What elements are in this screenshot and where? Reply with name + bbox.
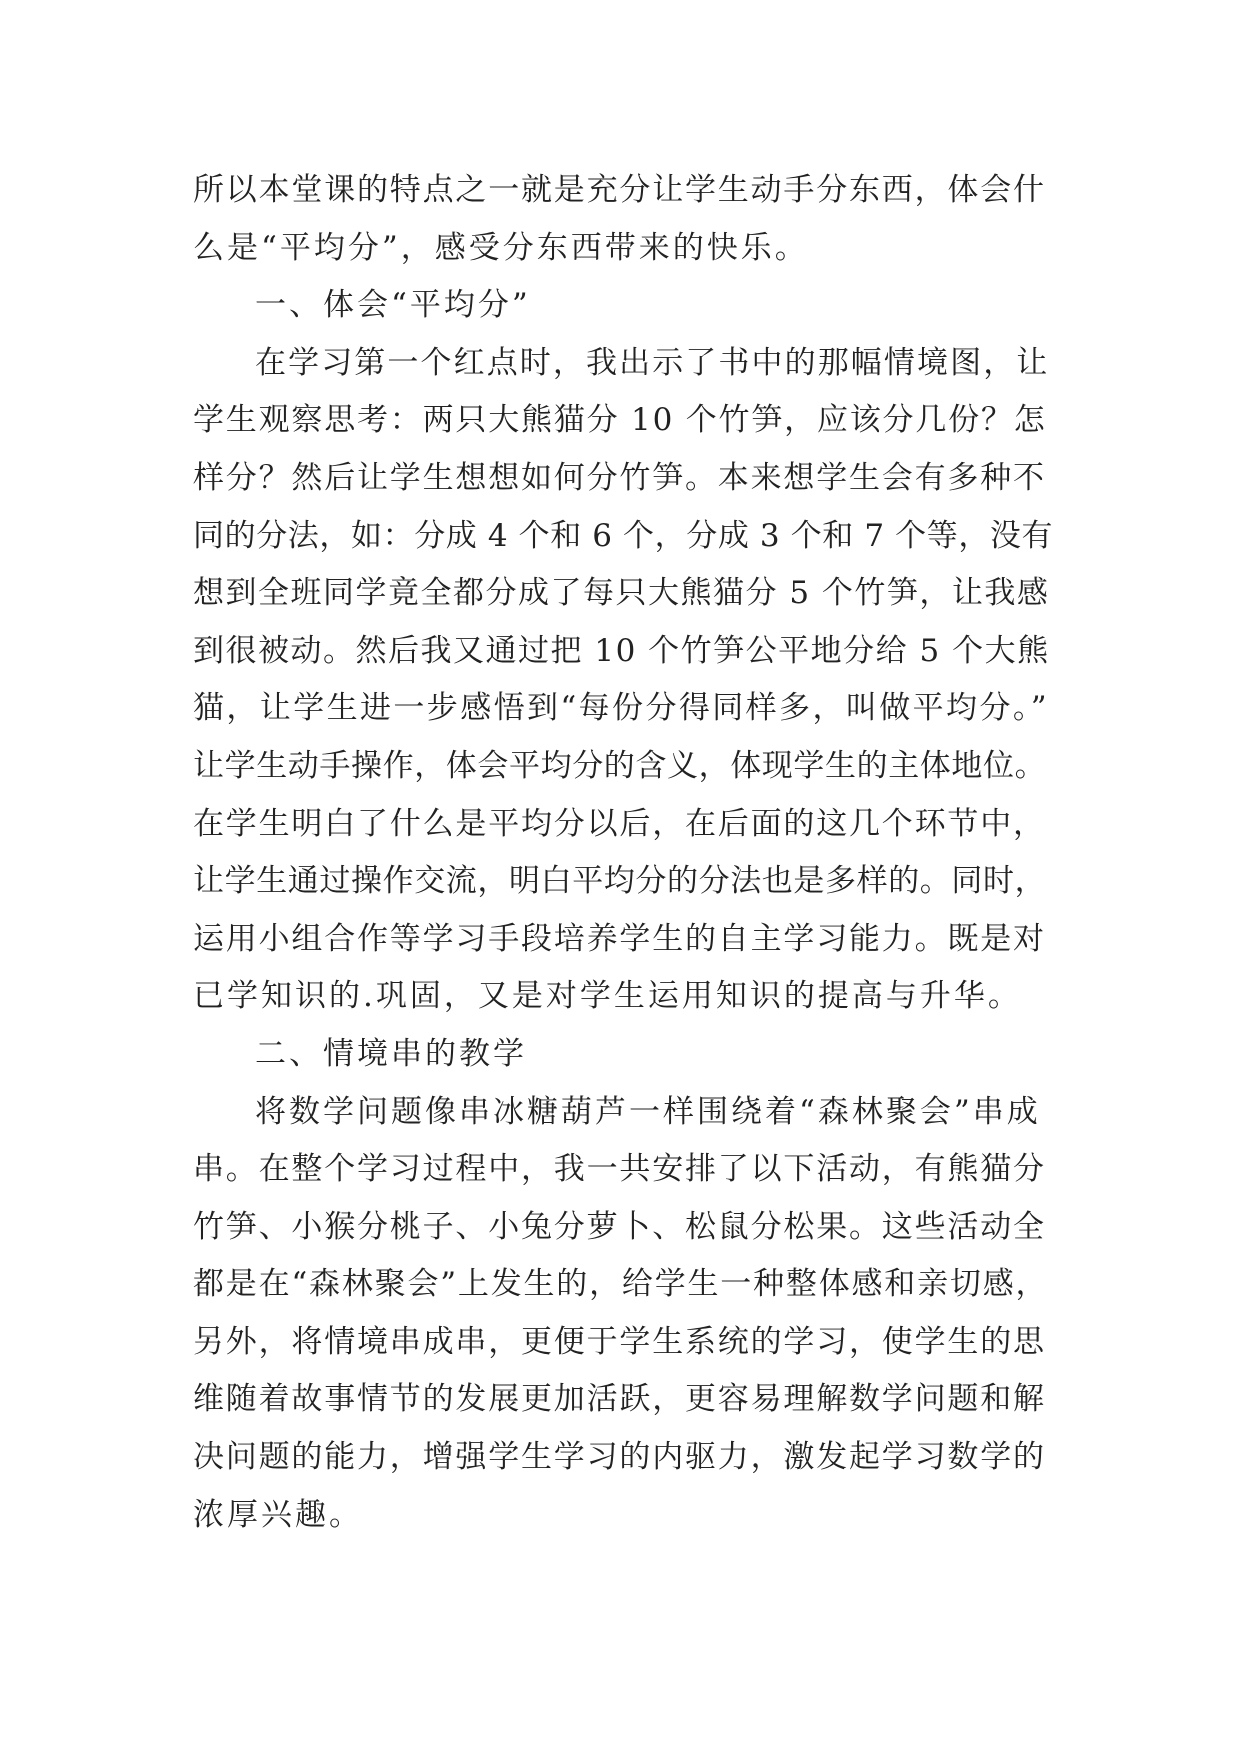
text-line: 决问题的能力，增强学生学习的内驱力，激发起学习数学的 — [193, 1439, 1046, 1476]
text-line: 么是“平均分”，感受分东西带来的快乐。 — [193, 229, 809, 266]
paragraph-first-line: 将数学问题像串冰糖葫芦一样围绕着“森林聚会”串成 — [255, 1093, 1041, 1130]
paragraph-first-line: 在学习第一个红点时，我出示了书中的那幅情境图，让 — [255, 344, 1050, 381]
body-text — [193, 162, 1053, 1544]
text-line: 同的分法，如：分成 4 个和 6 个，分成 3 个和 7 个等，没有 — [193, 517, 1054, 554]
text-line: 都是在“森林聚会”上发生的，给学生一种整体感和亲切感， — [193, 1266, 1049, 1303]
text-line: 让学生通过操作交流，明白平均分的分法也是多样的。同时， — [193, 863, 1047, 900]
text-line: 学生观察思考：两只大熊猫分 10 个竹笋，应该分几份？怎 — [193, 402, 1047, 439]
text-line: 维随着故事情节的发展更加活跃，更容易理解数学问题和解 — [193, 1381, 1046, 1418]
text-line: 在学生明白了什么是平均分以后，在后面的这几个环节中， — [193, 805, 1046, 842]
text-line: 竹笋、小猴分桃子、小兔分萝卜、松鼠分松果。这些活动全 — [193, 1208, 1046, 1245]
paragraph-first-line: 二、情境串的教学 — [255, 1035, 527, 1072]
text-line: 所以本堂课的特点之一就是充分让学生动手分东西，体会什 — [193, 172, 1046, 208]
paragraph-first-line: 一、体会“平均分” — [255, 287, 531, 324]
text-line: 已学知识的.巩固，又是对学生运用知识的提高与升华。 — [193, 978, 1022, 1015]
text-line: 样分？然后让学生想想如何分竹笋。本来想学生会有多种不 — [193, 459, 1046, 496]
text-line: 另外，将情境串成串，更便于学生系统的学习，使学生的思 — [193, 1323, 1046, 1360]
text-line: 让学生动手操作，体会平均分的含义，体现学生的主体地位。 — [193, 747, 1047, 784]
text-line: 运用小组合作等学习手段培养学生的自主学习能力。既是对 — [193, 920, 1046, 957]
text-line: 串。在整个学习过程中，我一共安排了以下活动，有熊猫分 — [193, 1151, 1046, 1188]
text-line: 到很被动。然后我又通过把 10 个竹笋公平地分给 5 个大熊 — [193, 632, 1050, 669]
text-line: 猫，让学生进一步感悟到“每份分得同样多，叫做平均分。” — [193, 690, 1049, 727]
text-line: 想到全班同学竟全都分成了每只大熊猫分 5 个竹笋，让我感 — [193, 575, 1050, 612]
text-line: 浓厚兴趣。 — [193, 1496, 363, 1533]
